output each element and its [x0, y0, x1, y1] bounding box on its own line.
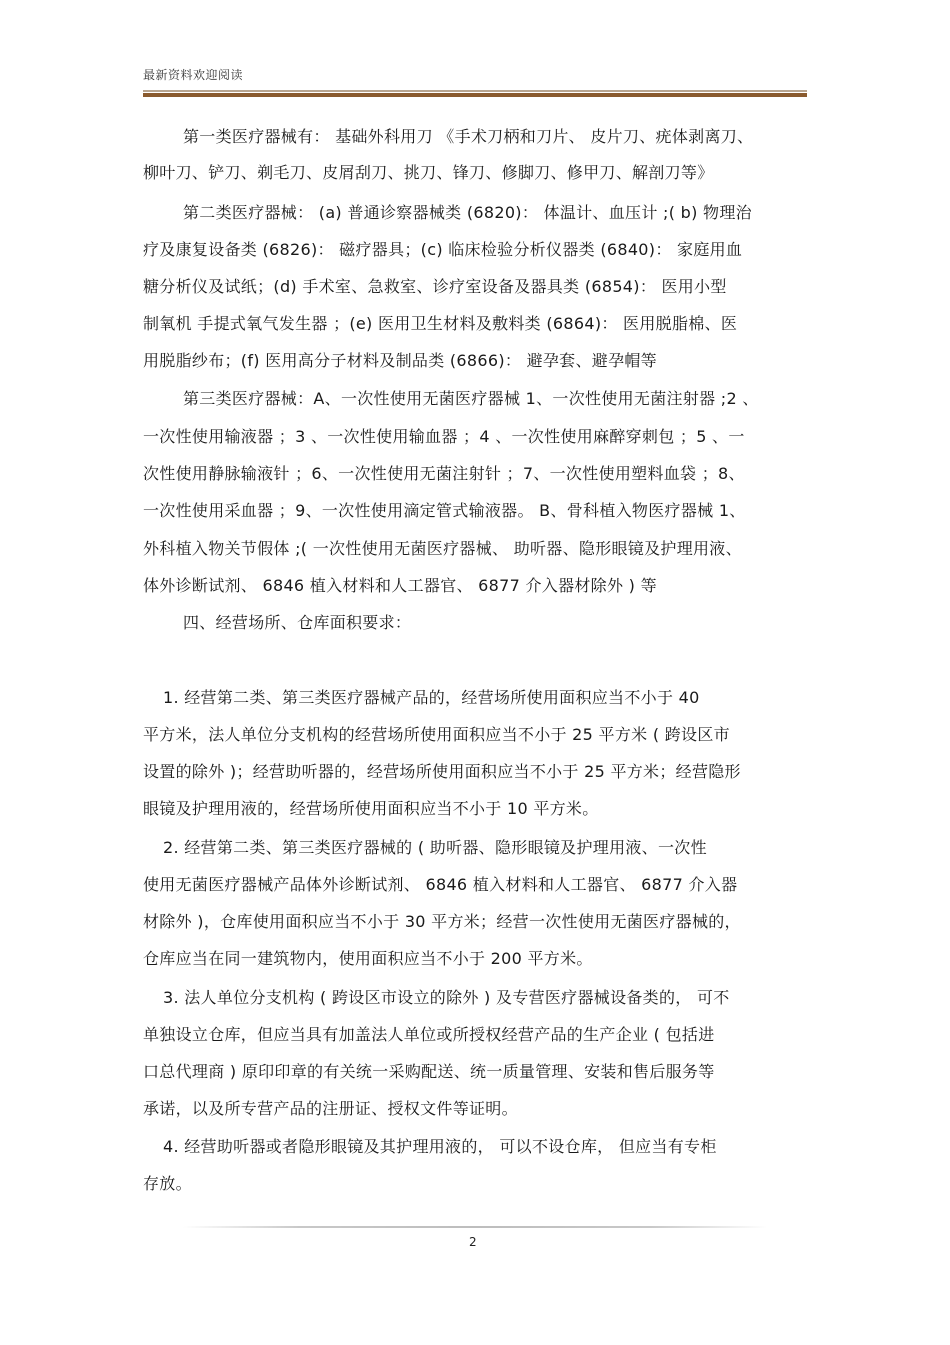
header-divider-thick — [143, 93, 807, 97]
paragraph-line: 用脱脂纱布；(f) 医用高分子材料及制品类 (6866)： 避孕套、避孕帽等 — [143, 351, 657, 370]
paragraph-line: 3. 法人单位分支机构 ( 跨设区市设立的除外 ) 及专营医疗器械设备类的， 可不 — [163, 988, 730, 1007]
section-heading: 四、经营场所、仓库面积要求： — [183, 613, 412, 632]
paragraph-line: 体外诊断试剂、 6846 植入材料和人工器官、 6877 介入器材除外 ) 等 — [143, 576, 657, 595]
paragraph-line: 2. 经营第二类、第三类医疗器械的 ( 助听器、隐形眼镜及护理用液、一次性 — [163, 838, 707, 857]
paragraph-line: 使用无菌医疗器械产品体外诊断试剂、 6846 植入材料和人工器官、 6877 介入器 — [143, 875, 738, 894]
paragraph-line: 承诺，以及所专营产品的注册证、授权文件等证明。 — [143, 1099, 518, 1118]
paragraph-line: 外科植入物关节假体 ;( 一次性使用无菌医疗器械、 助听器、隐形眼镜及护理用液、 — [143, 539, 742, 558]
paragraph-line: 材除外 )，仓库使用面积应当不小于 30 平方米；经营一次性使用无菌医疗器械的， — [143, 912, 741, 931]
paragraph-line: 第三类医疗器械：A、一次性使用无菌医疗器械 1、一次性使用无菌注射器 ;2 、 — [183, 389, 759, 408]
header-divider-thin — [143, 90, 807, 92]
paragraph-line: 平方米，法人单位分支机构的经营场所使用面积应当不小于 25 平方米 ( 跨设区市 — [143, 725, 730, 744]
paragraph-line: 一次性使用输液器 ；3 、一次性使用输血器 ；4 、一次性使用麻醉穿刺包 ；5 、一 — [143, 427, 745, 446]
paragraph-line: 疗及康复设备类 (6826)： 磁疗器具；(c) 临床检验分析仪器类 (6840)： 家庭用血 — [143, 240, 743, 259]
paragraph-line: 糖分析仪及试纸；(d) 手术室、急救室、诊疗室设备及器具类 (6854)： 医用小型 — [143, 277, 727, 296]
paragraph-line: 1. 经营第二类、第三类医疗器械产品的，经营场所使用面积应当不小于 40 — [163, 688, 700, 707]
paragraph-line: 设置的除外 )；经营助听器的，经营场所使用面积应当不小于 25 平方米；经营隐形 — [143, 762, 741, 781]
footer-divider — [183, 1226, 767, 1228]
paragraph-line: 次性使用静脉输液针 ；6、一次性使用无菌注射针 ；7、一次性使用塑料血袋 ；8、 — [143, 464, 745, 483]
paragraph-line: 第一类医疗器械有： 基础外科用刀 《手术刀柄和刀片、 皮片刀、疣体剥离刀、 — [183, 127, 754, 146]
paragraph-line: 柳叶刀、铲刀、剃毛刀、皮屑刮刀、挑刀、锋刀、修脚刀、修甲刀、解剖刀等》 — [143, 163, 714, 182]
paragraph-line: 存放。 — [143, 1174, 192, 1193]
paragraph-line: 单独设立仓库，但应当具有加盖法人单位或所授权经营产品的生产企业 ( 包括进 — [143, 1025, 715, 1044]
paragraph-line: 4. 经营助听器或者隐形眼镜及其护理用液的， 可以不设仓库， 但应当有专柜 — [163, 1137, 717, 1156]
paragraph-line: 仓库应当在同一建筑物内，使用面积应当不小于 200 平方米。 — [143, 949, 593, 968]
page-number: 2 — [469, 1235, 477, 1249]
paragraph-line: 制氧机 手提式氧气发生器 ；(e) 医用卫生材料及敷料类 (6864)： 医用脱脂棉、医 — [143, 314, 738, 333]
paragraph-line: 口总代理商 ) 原印印章的有关统一采购配送、统一质量管理、安装和售后服务等 — [143, 1062, 715, 1081]
paragraph-line: 第二类医疗器械： (a) 普通诊察器械类 (6820)： 体温计、血压计 ;( b) 物理治 — [183, 203, 752, 222]
header-text: 最新资料欢迎阅读 — [143, 68, 244, 82]
paragraph-line: 一次性使用采血器 ；9、一次性使用滴定管式输液器。 B、骨科植入物医疗器械 1、 — [143, 501, 746, 520]
paragraph-line: 眼镜及护理用液的，经营场所使用面积应当不小于 10 平方米。 — [143, 799, 599, 818]
